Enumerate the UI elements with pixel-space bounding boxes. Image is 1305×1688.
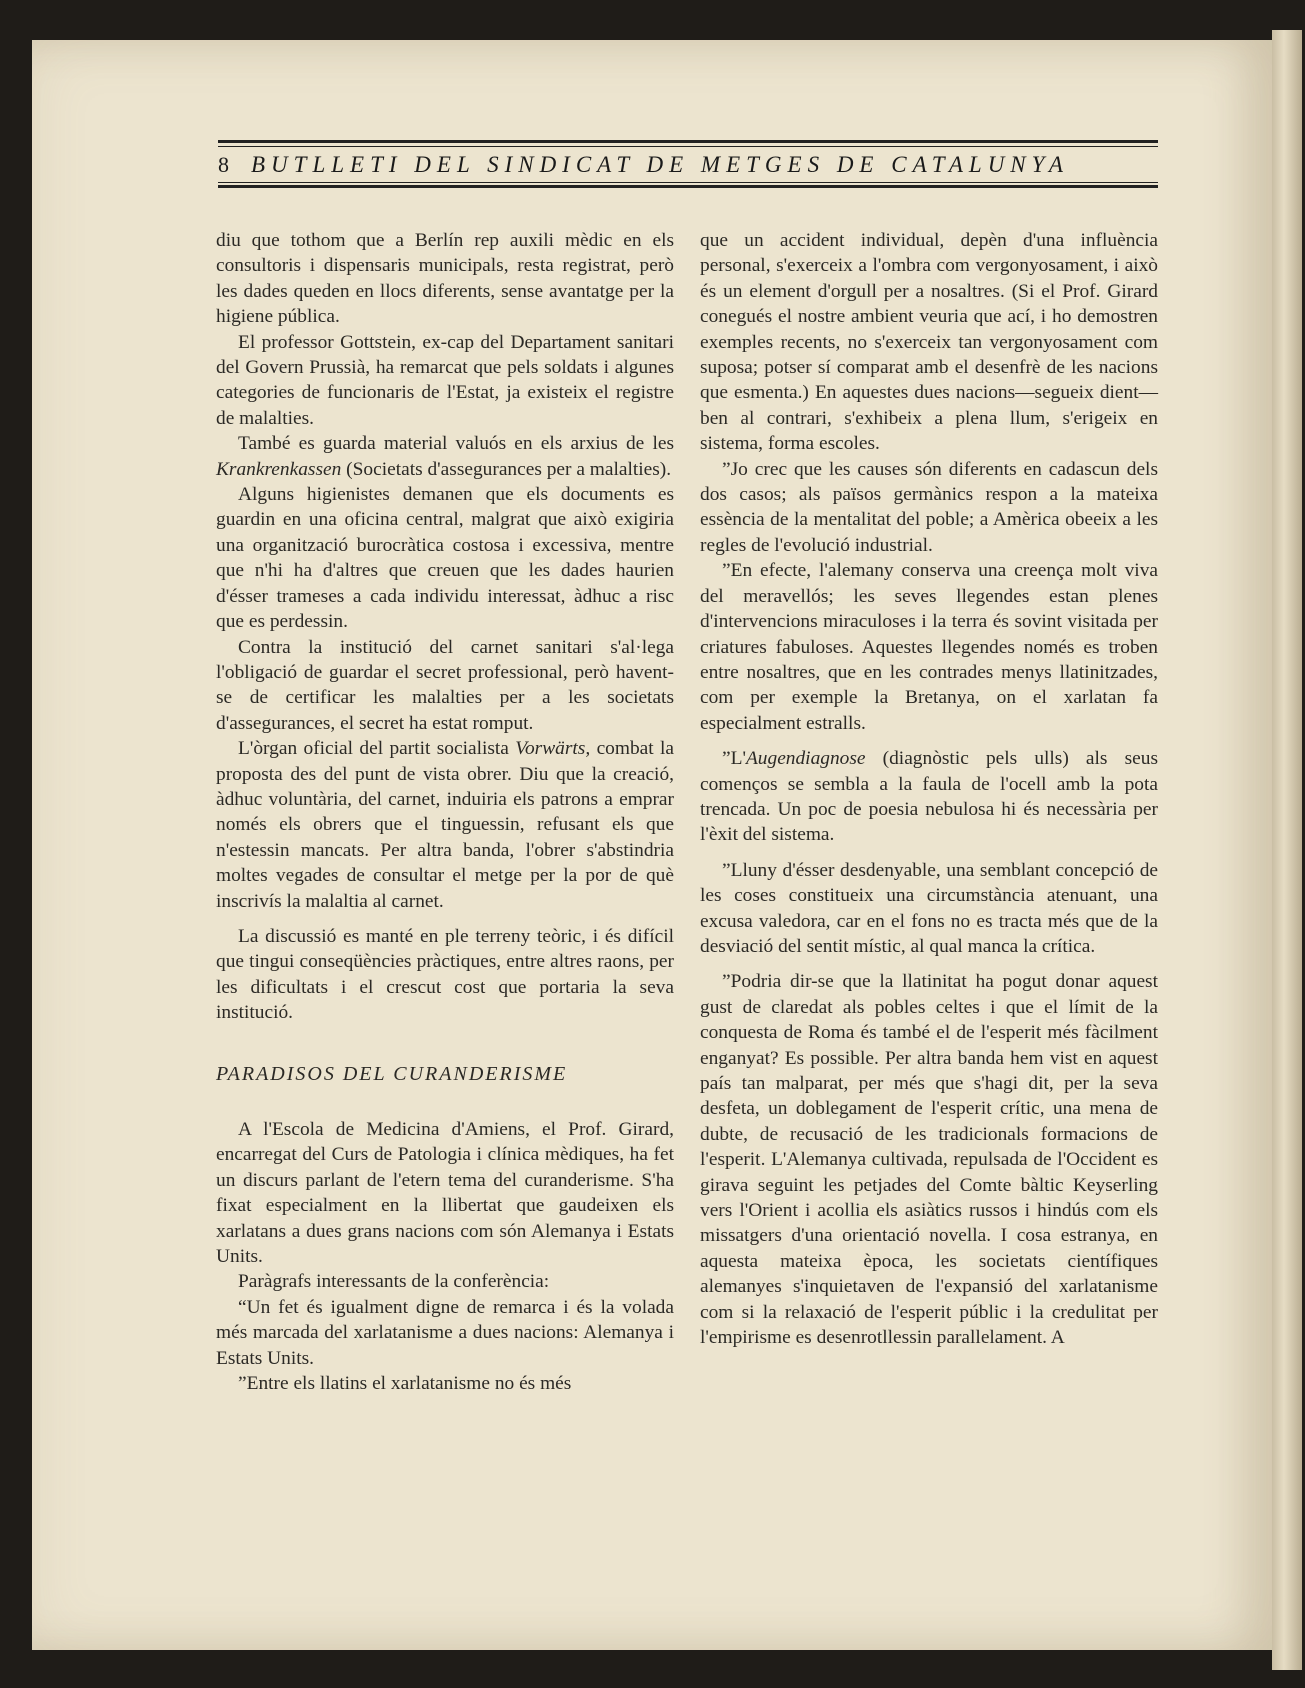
paragraph: ”Podria dir-se que la llatinitat ha pogut donar aquest gust de claredat als pobles celtes i que el límit de la conquesta de Roma és també el de l'esperit més fàcilment enganyat? Es possible. Per altra banda hem vist en aquest país tan malparat, per més que s'hagi dit, per la seva desfeta, un doblegament de l'esperit crític, una mena de dubte, de recusació de les tradicionals formacions de l'esperit. L'Alemanya cultivada, repulsada de l'Occident es girava seguint les petjades del Comte bàltic Keyserling vers l'Orient i acollia els asiàtics russos i hindús com els missatgers d'una orientació novella. I cosa estranya, en aquesta mateixa època, les societats científiques alemanyes s'inquietaven de l'expansió del xarlatanisme com si la relaxació de l'esperit públic i la credulitat per l'empirisme es desenrotllessin parallelament. A bbox=[700, 971, 1158, 1349]
running-title: BUTLLETI DEL SINDICAT DE METGES DE CATALUNYA bbox=[251, 152, 1069, 177]
page-header bbox=[218, 140, 1158, 188]
emphasis: Vorwärts, bbox=[515, 738, 591, 760]
paragraph-text: combat la proposta des del punt de vista obrer. Diu que la creació, àdhuc voluntària, del carnet, induiria els patrons a emprar només els obrers que el tinguessin, refusant els que n'estessin mancats. Per altra banda, l'obrer s'abstindria moltes vegades de consultar el metge per la por de què inscrivís la malaltia al carnet. bbox=[216, 738, 675, 912]
header-rule bbox=[218, 146, 1158, 147]
paragraph: Contra la institució del carnet sanitari s'al·lega l'obligació de guardar el secret professional, però havent-se de certificar les malalties per a les societats d'assegurances, el secret ha estat romput. bbox=[216, 636, 674, 734]
header-text bbox=[218, 152, 1158, 180]
page-edge bbox=[1272, 30, 1302, 1670]
paragraph bbox=[216, 431, 674, 482]
paragraph: diu que tothom que a Berlín rep auxili mèdic en els consultoris i dispensaris municipals, resta registrat, però les dades queden en llocs diferents, sense avantatge per la higiene pública. bbox=[216, 230, 674, 328]
paragraph: Paràgrafs interessants de la conferència: bbox=[238, 1271, 550, 1293]
paragraph: ”En efecte, l'alemany conserva una creença molt viva del meravellós; les seves llegendes estan plenes d'intervencions miraculoses i la terra és sovint visitada per criatures fabuloses. Aquestes llegendes només es troben entre nosaltres, que en les contrades menys llatinitzades, com per exemple la Bretanya, on el xarlatan fa especialment estralls. bbox=[700, 560, 1158, 734]
paragraph: ”Jo crec que les causes són diferents en cadascun dels dos casos; als països germànics respon a la mateixa essència de la mentalitat del poble; a Amèrica obeeix a les regles de l'evolució industrial. bbox=[700, 458, 1158, 556]
left-column bbox=[216, 228, 674, 1396]
paragraph: que un accident individual, depèn d'una influència personal, s'exerceix a l'ombra com vergonyosament, i això és un element d'orgull per a nosaltres. (Si el Prof. Girard conegués el nostre ambient veuria que ací, i ho demostren exemples recents, no s'exerceix tan vergonyosament com suposa; potser sí comparat amb el desenfrè de les nacions que esmenta.) En aquestes dues nacions—segueix dient—ben al contrari, s'exhibeix a plena llum, s'erigeix en sistema, forma escoles. bbox=[700, 230, 1158, 455]
header-rule bbox=[218, 140, 1158, 143]
right-column bbox=[700, 228, 1158, 1350]
paragraph-text: També es guarda material valuós en els arxius de les bbox=[238, 433, 674, 455]
paragraph-text: (Societats d'assegurances per a malalties). bbox=[341, 458, 672, 480]
paragraph: ”Entre els llatins el xarlatanisme no és més bbox=[238, 1373, 572, 1395]
paragraph: Alguns higienistes demanen que els documents es guardin en una oficina central, malgrat que això exigiria una organització burocràtica costosa i excessiva, mentre que n'hi ha d'altres que creuen que les dades haurien d'ésser trameses a cada individu interessat, àdhuc a risc que es perdessin. bbox=[216, 484, 674, 633]
header-rule bbox=[218, 185, 1158, 188]
paragraph: “Un fet és igualment digne de remarca i és la volada més marcada del xarlatanisme a dues nacions: Alemanya i Estats Units. bbox=[216, 1296, 674, 1369]
section-title: PARADISOS DEL CURANDERISME bbox=[216, 1062, 568, 1085]
paragraph bbox=[700, 746, 1158, 848]
paragraph bbox=[216, 736, 674, 914]
page-number: 8 bbox=[218, 152, 229, 177]
paragraph-text: L'òrgan oficial del partit socialista bbox=[238, 738, 516, 760]
paragraph: A l'Escola de Medicina d'Amiens, el Prof. Girard, encarregat del Curs de Patologia i clínica mèdiques, ha fet un discurs parlant de l'etern tema del curanderisme. S'ha fixat especialment en la llibertat que gaudeixen els xarlatans a dues grans nacions com són Alemanya i Estats Units. bbox=[216, 1119, 674, 1268]
paragraph: La discussió es manté en ple terreny teòric, i és difícil que tingui conseqüències pràctiques, entre altres raons, per les dificultats i el crescut cost que portaria la seva institució. bbox=[216, 925, 674, 1024]
paragraph-text: (diagnòstic pels ulls) als seus començos se sembla a la faula de l'ocell amb la pota trencada. Un poc de poesia nebulosa hi és necessària per l'èxit del sistema. bbox=[700, 748, 1158, 846]
header-rule bbox=[218, 182, 1158, 183]
emphasis: Augendiagnose bbox=[745, 748, 866, 770]
paragraph: ”Lluny d'ésser desdenyable, una semblant concepció de les coses constitueix una circumstància atenuant, una excusa valedora, car en el fons no es tracta més que de la desviació del sentit místic, al qual manca la crítica. bbox=[700, 859, 1158, 957]
paragraph: El professor Gottstein, ex-cap del Departament sanitari del Govern Prussià, ha remarcat que pels soldats i algunes categories de funcionaris de l'Estat, ja existeix el registre de malalties. bbox=[216, 331, 674, 429]
emphasis: Krankrenkassen bbox=[216, 458, 342, 480]
paragraph-text: ”L' bbox=[722, 748, 746, 770]
